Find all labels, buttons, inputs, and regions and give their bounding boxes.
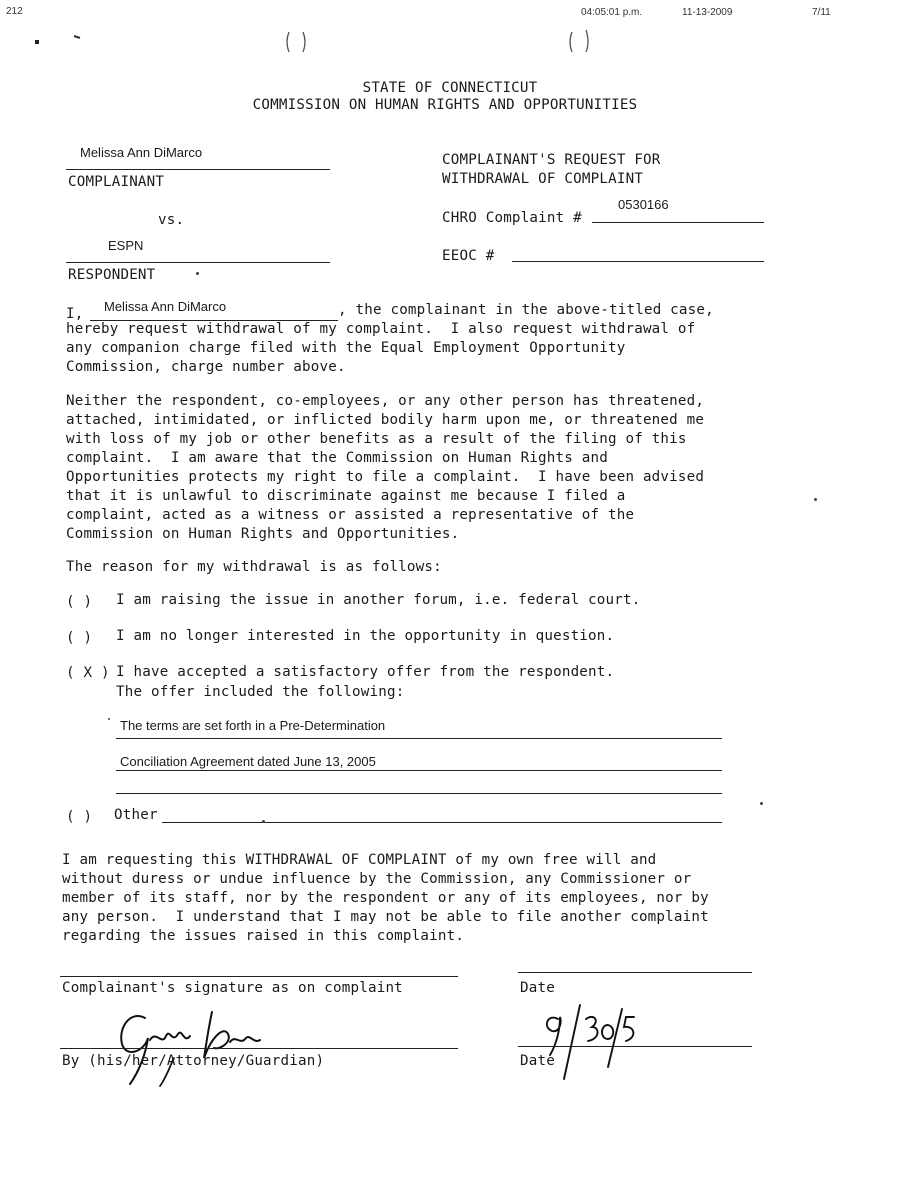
- option-no-longer-interested-checkbox[interactable]: ( ): [66, 630, 93, 646]
- fax-page-count: 7/11: [812, 7, 831, 18]
- option-accepted-offer-text: I have accepted a satisfactory offer from the respondent.: [116, 664, 615, 680]
- option-accepted-offer-subtext: The offer included the following:: [116, 684, 405, 700]
- reason-intro: The reason for my withdrawal is as follows:: [66, 559, 442, 575]
- form-title-state: STATE OF CONNECTICUT: [362, 80, 538, 96]
- closing-line1: I am requesting this WITHDRAWAL OF COMPLAINT of my own free will and: [62, 852, 657, 868]
- attorney-signature-label: By (his/her/Attorney/Guardian): [62, 1053, 325, 1069]
- option-other-checkbox[interactable]: ( ): [66, 809, 93, 825]
- date-label-2: Date: [520, 1053, 555, 1069]
- scan-speck: [108, 718, 110, 720]
- respondent-name: ESPN: [108, 238, 144, 253]
- closing-line3: member of its staff, nor by the respondent or any of its employees, nor by: [62, 890, 709, 906]
- p2-line7: complaint, acted as a witness or assisted a representative of the: [66, 507, 635, 523]
- eeoc-number-underline: [512, 261, 764, 262]
- intro-line2: hereby request withdrawal of my complaint. I also request withdrawal of: [66, 321, 696, 337]
- respondent-label: RESPONDENT: [68, 267, 156, 283]
- request-title-line2: WITHDRAWAL OF COMPLAINT: [442, 171, 644, 187]
- option-no-longer-interested-text: I am no longer interested in the opportunity in question.: [116, 628, 615, 644]
- chro-complaint-number: 0530166: [618, 197, 669, 212]
- intro-line4: Commission, charge number above.: [66, 359, 346, 375]
- complainant-label: COMPLAINANT: [68, 174, 165, 190]
- scan-speck: [760, 802, 763, 805]
- fax-page-code: 212: [6, 6, 23, 17]
- p2-line1: Neither the respondent, co-employees, or any other person has threatened,: [66, 393, 705, 409]
- respondent-underline: [66, 262, 330, 263]
- p2-line6: that it is unlawful to discriminate against me because I filed a: [66, 488, 626, 504]
- eeoc-label: EEOC #: [442, 248, 495, 264]
- offer-details-line2: Conciliation Agreement dated June 13, 2005: [120, 754, 376, 769]
- scan-speck: [262, 820, 265, 823]
- offer-line2-underline: [116, 770, 722, 771]
- complainant-underline: [66, 169, 330, 170]
- date-line-1: [518, 972, 752, 973]
- option-other-underline: [162, 822, 722, 823]
- date-line-2: [518, 1046, 752, 1047]
- versus-label: vs.: [158, 212, 185, 228]
- p2-line5: Opportunities protects my right to file a complaint. I have been advised: [66, 469, 705, 485]
- complainant-name: Melissa Ann DiMarco: [80, 145, 203, 160]
- intro-line1-rest: , the complainant in the above-titled case,: [338, 302, 714, 318]
- complainant-signature-line: [60, 976, 458, 977]
- closing-line5: regarding the issues raised in this complaint.: [62, 928, 465, 944]
- option-accepted-offer-checkbox[interactable]: ( X ): [66, 665, 110, 681]
- chro-number-underline: [592, 222, 764, 223]
- p2-line2: attached, intimidated, or inflicted bodily harm upon me, or threatened me: [66, 412, 705, 428]
- scan-speck: [814, 498, 817, 501]
- complainant-signature-label: Complainant's signature as on complaint: [62, 980, 403, 996]
- option-other-text: Other: [114, 807, 158, 823]
- closing-line2: without duress or undue influence by the Commission, any Commissioner or: [62, 871, 692, 887]
- intro-line3: any companion charge filed with the Equal Employment Opportunity: [66, 340, 626, 356]
- intro-prefix: I,: [66, 306, 84, 322]
- fax-date: 11-13-2009: [682, 7, 733, 18]
- handwritten-date-scribble: [530, 995, 650, 1085]
- form-title-commission: COMMISSION ON HUMAN RIGHTS AND OPPORTUNITIES: [252, 97, 638, 113]
- scan-artifact-marks: [0, 0, 900, 60]
- attorney-signature-line: [60, 1048, 458, 1049]
- offer-line1-underline: [116, 738, 722, 739]
- intro-complainant-name: Melissa Ann DiMarco: [104, 299, 227, 314]
- p2-line4: complaint. I am aware that the Commission on Human Rights and: [66, 450, 608, 466]
- option-federal-court-checkbox[interactable]: ( ): [66, 594, 93, 610]
- scan-speck: [196, 272, 199, 275]
- p2-line3: with loss of my job or other benefits as a result of the filing of this: [66, 431, 687, 447]
- fax-time: 04:05:01 p.m.: [581, 7, 643, 18]
- request-title-line1: COMPLAINANT'S REQUEST FOR: [442, 152, 661, 168]
- chro-complaint-label: CHRO Complaint #: [442, 210, 582, 226]
- attorney-signature-scribble: [100, 1000, 300, 1090]
- closing-line4: any person. I understand that I may not be able to file another complaint: [62, 909, 709, 925]
- offer-details-line1: The terms are set forth in a Pre-Determination: [120, 718, 386, 733]
- offer-line3-underline: [116, 793, 722, 794]
- p2-line8: Commission on Human Rights and Opportunities.: [66, 526, 460, 542]
- date-label-1: Date: [520, 980, 555, 996]
- option-federal-court-text: I am raising the issue in another forum, i.e. federal court.: [116, 592, 641, 608]
